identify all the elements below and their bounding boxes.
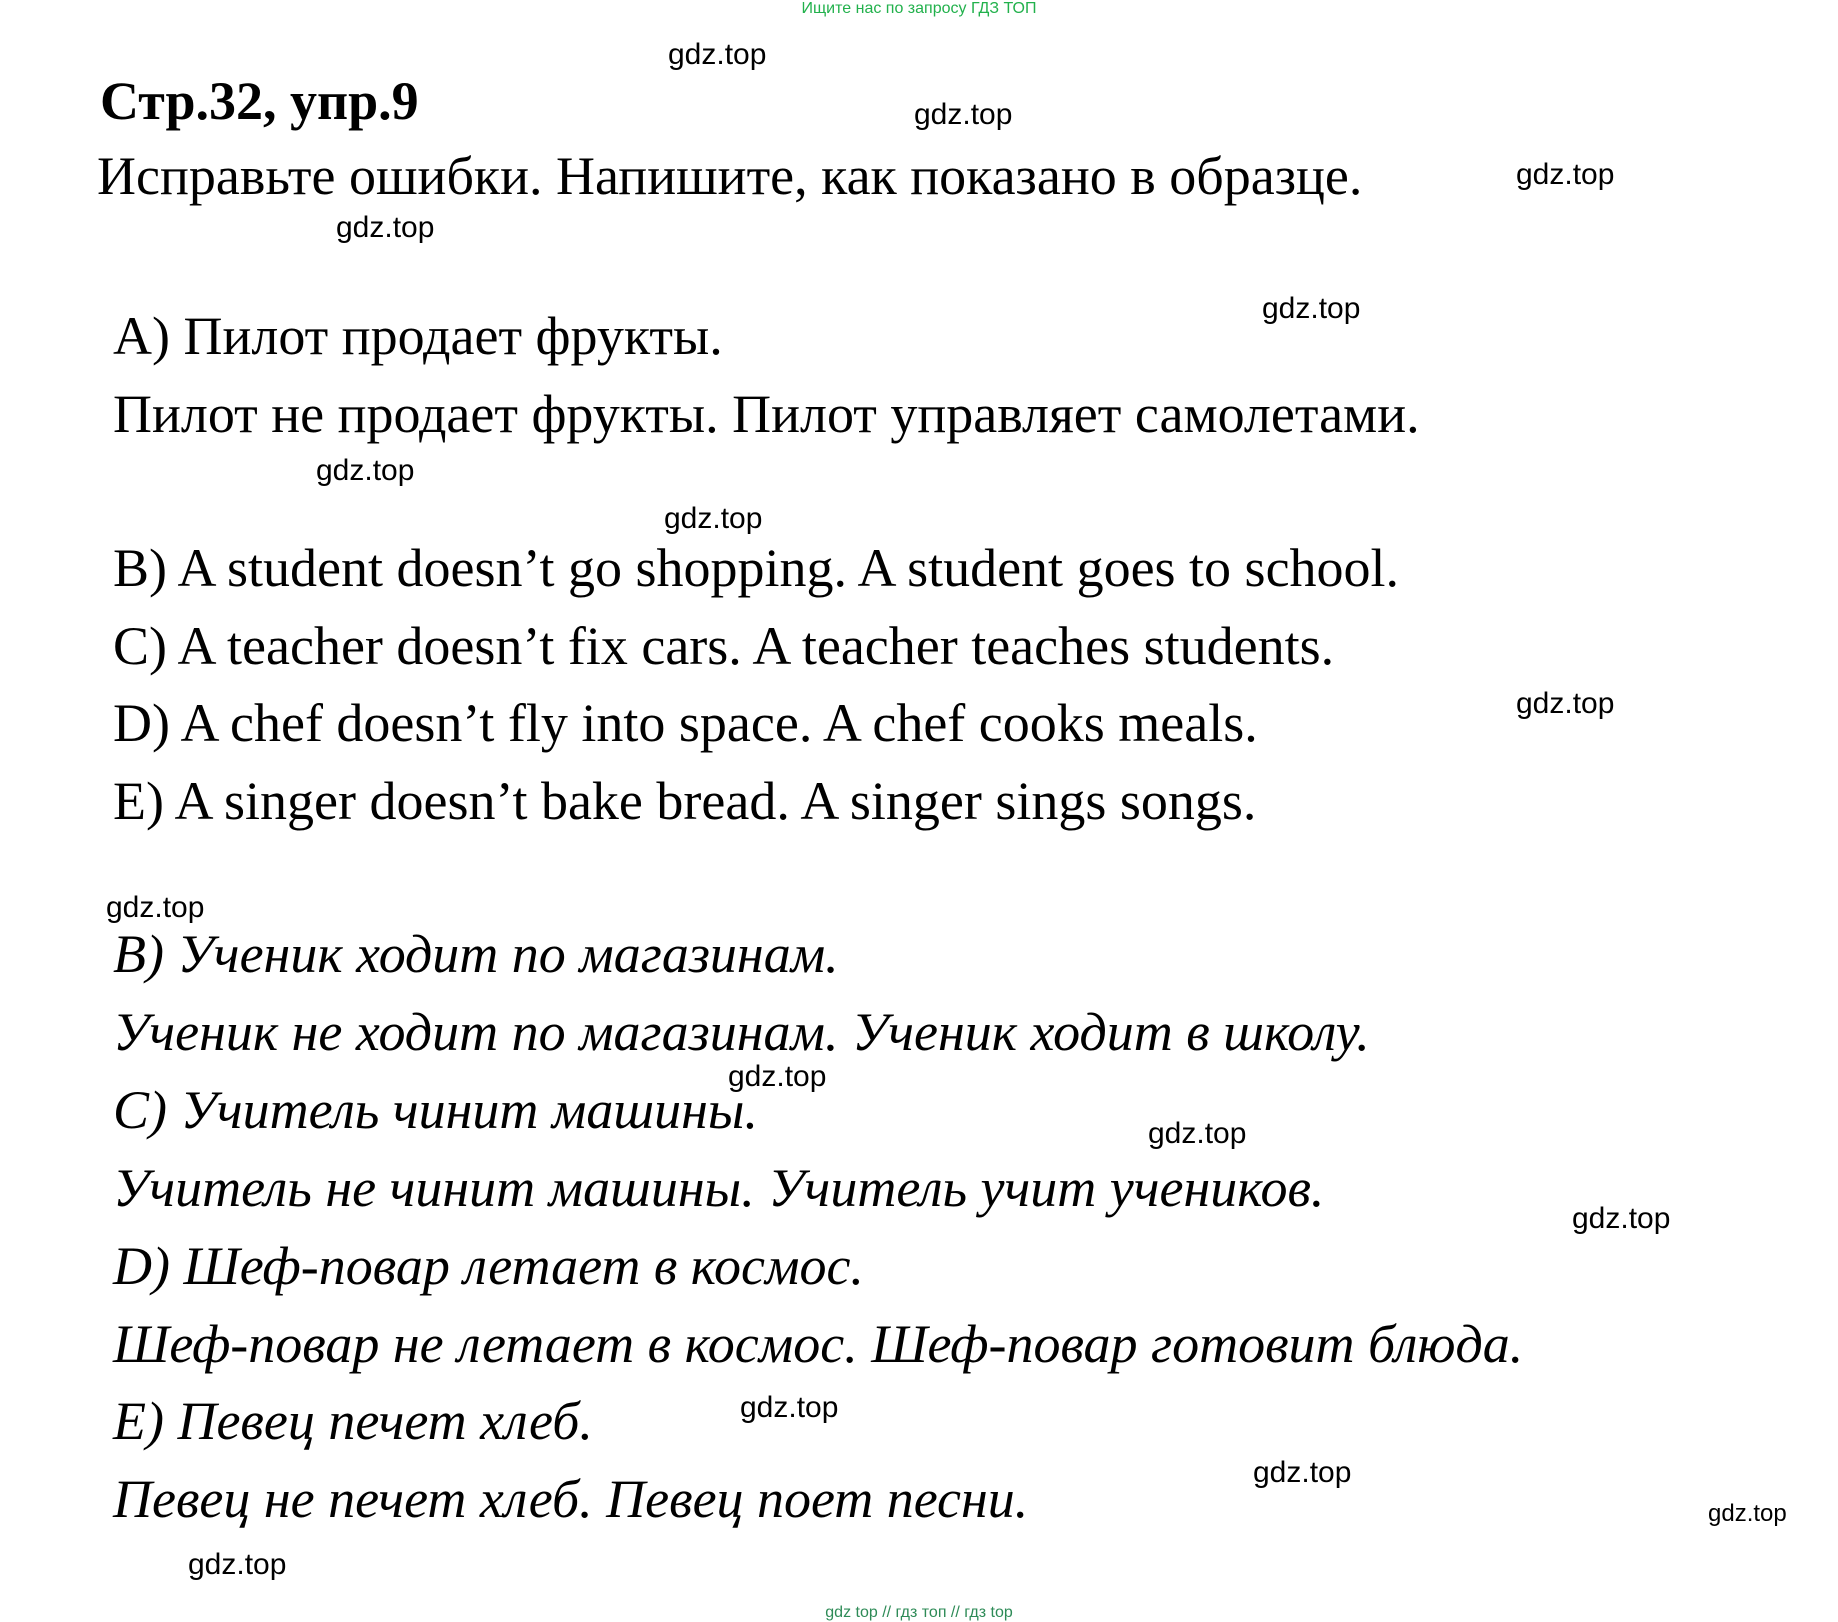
watermark: gdz.top — [1708, 1500, 1787, 1527]
example-answer: Пилот не продает фрукты. Пилот управляет самолетами. — [113, 384, 1420, 444]
watermark: gdz.top — [316, 454, 415, 487]
instruction: Исправьте ошибки. Напишите, как показано в образце. — [97, 146, 1363, 206]
watermark: gdz.top — [728, 1060, 827, 1093]
watermark: gdz.top — [740, 1391, 839, 1424]
english-answer-d: D) A chef doesn’t fly into space. A chef cooks meals. — [113, 693, 1258, 753]
watermark: gdz.top — [1262, 292, 1361, 325]
watermark: gdz.top — [1516, 687, 1615, 720]
watermark: gdz.top — [664, 502, 763, 535]
watermark: gdz.top — [188, 1548, 287, 1581]
watermark: gdz.top — [914, 98, 1013, 131]
russian-answer-c: Учитель не чинит машины. Учитель учит учеников. — [113, 1158, 1325, 1218]
english-answer-b: B) A student doesn’t go shopping. A student goes to school. — [113, 538, 1400, 598]
russian-answer-b-statement: B) Ученик ходит по магазинам. — [113, 924, 839, 984]
example-statement: A) Пилот продает фрукты. — [113, 306, 723, 366]
watermark: gdz.top — [1148, 1117, 1247, 1150]
russian-answer-d: Шеф-повар не летает в космос. Шеф-повар готовит блюда. — [113, 1314, 1524, 1374]
russian-answer-e: Певец не печет хлеб. Певец поет песни. — [113, 1469, 1029, 1529]
watermark: gdz.top — [1516, 158, 1615, 191]
english-answer-c: C) A teacher doesn’t fix cars. A teacher teaches students. — [113, 616, 1335, 676]
russian-answer-e-statement: E) Певец печет хлеб. — [113, 1391, 593, 1451]
watermark: gdz.top — [1253, 1456, 1352, 1489]
watermark: gdz.top — [1572, 1202, 1671, 1235]
top-banner: Ищите нас по запросу ГДЗ ТОП — [801, 0, 1037, 17]
english-answer-e: E) A singer doesn’t bake bread. A singer sings songs. — [113, 771, 1257, 831]
watermark: gdz.top — [336, 211, 435, 244]
russian-answer-c-statement: C) Учитель чинит машины. — [113, 1080, 758, 1140]
page-title: Стр.32, упр.9 — [100, 71, 419, 131]
russian-answer-d-statement: D) Шеф-повар летает в космос. — [113, 1236, 864, 1296]
watermark: gdz.top — [668, 38, 767, 71]
watermark: gdz.top — [106, 891, 205, 924]
russian-answer-b: Ученик не ходит по магазинам. Ученик ходит в школу. — [113, 1002, 1370, 1062]
bottom-banner: gdz top // гдз топ // гдз top — [825, 1604, 1013, 1621]
